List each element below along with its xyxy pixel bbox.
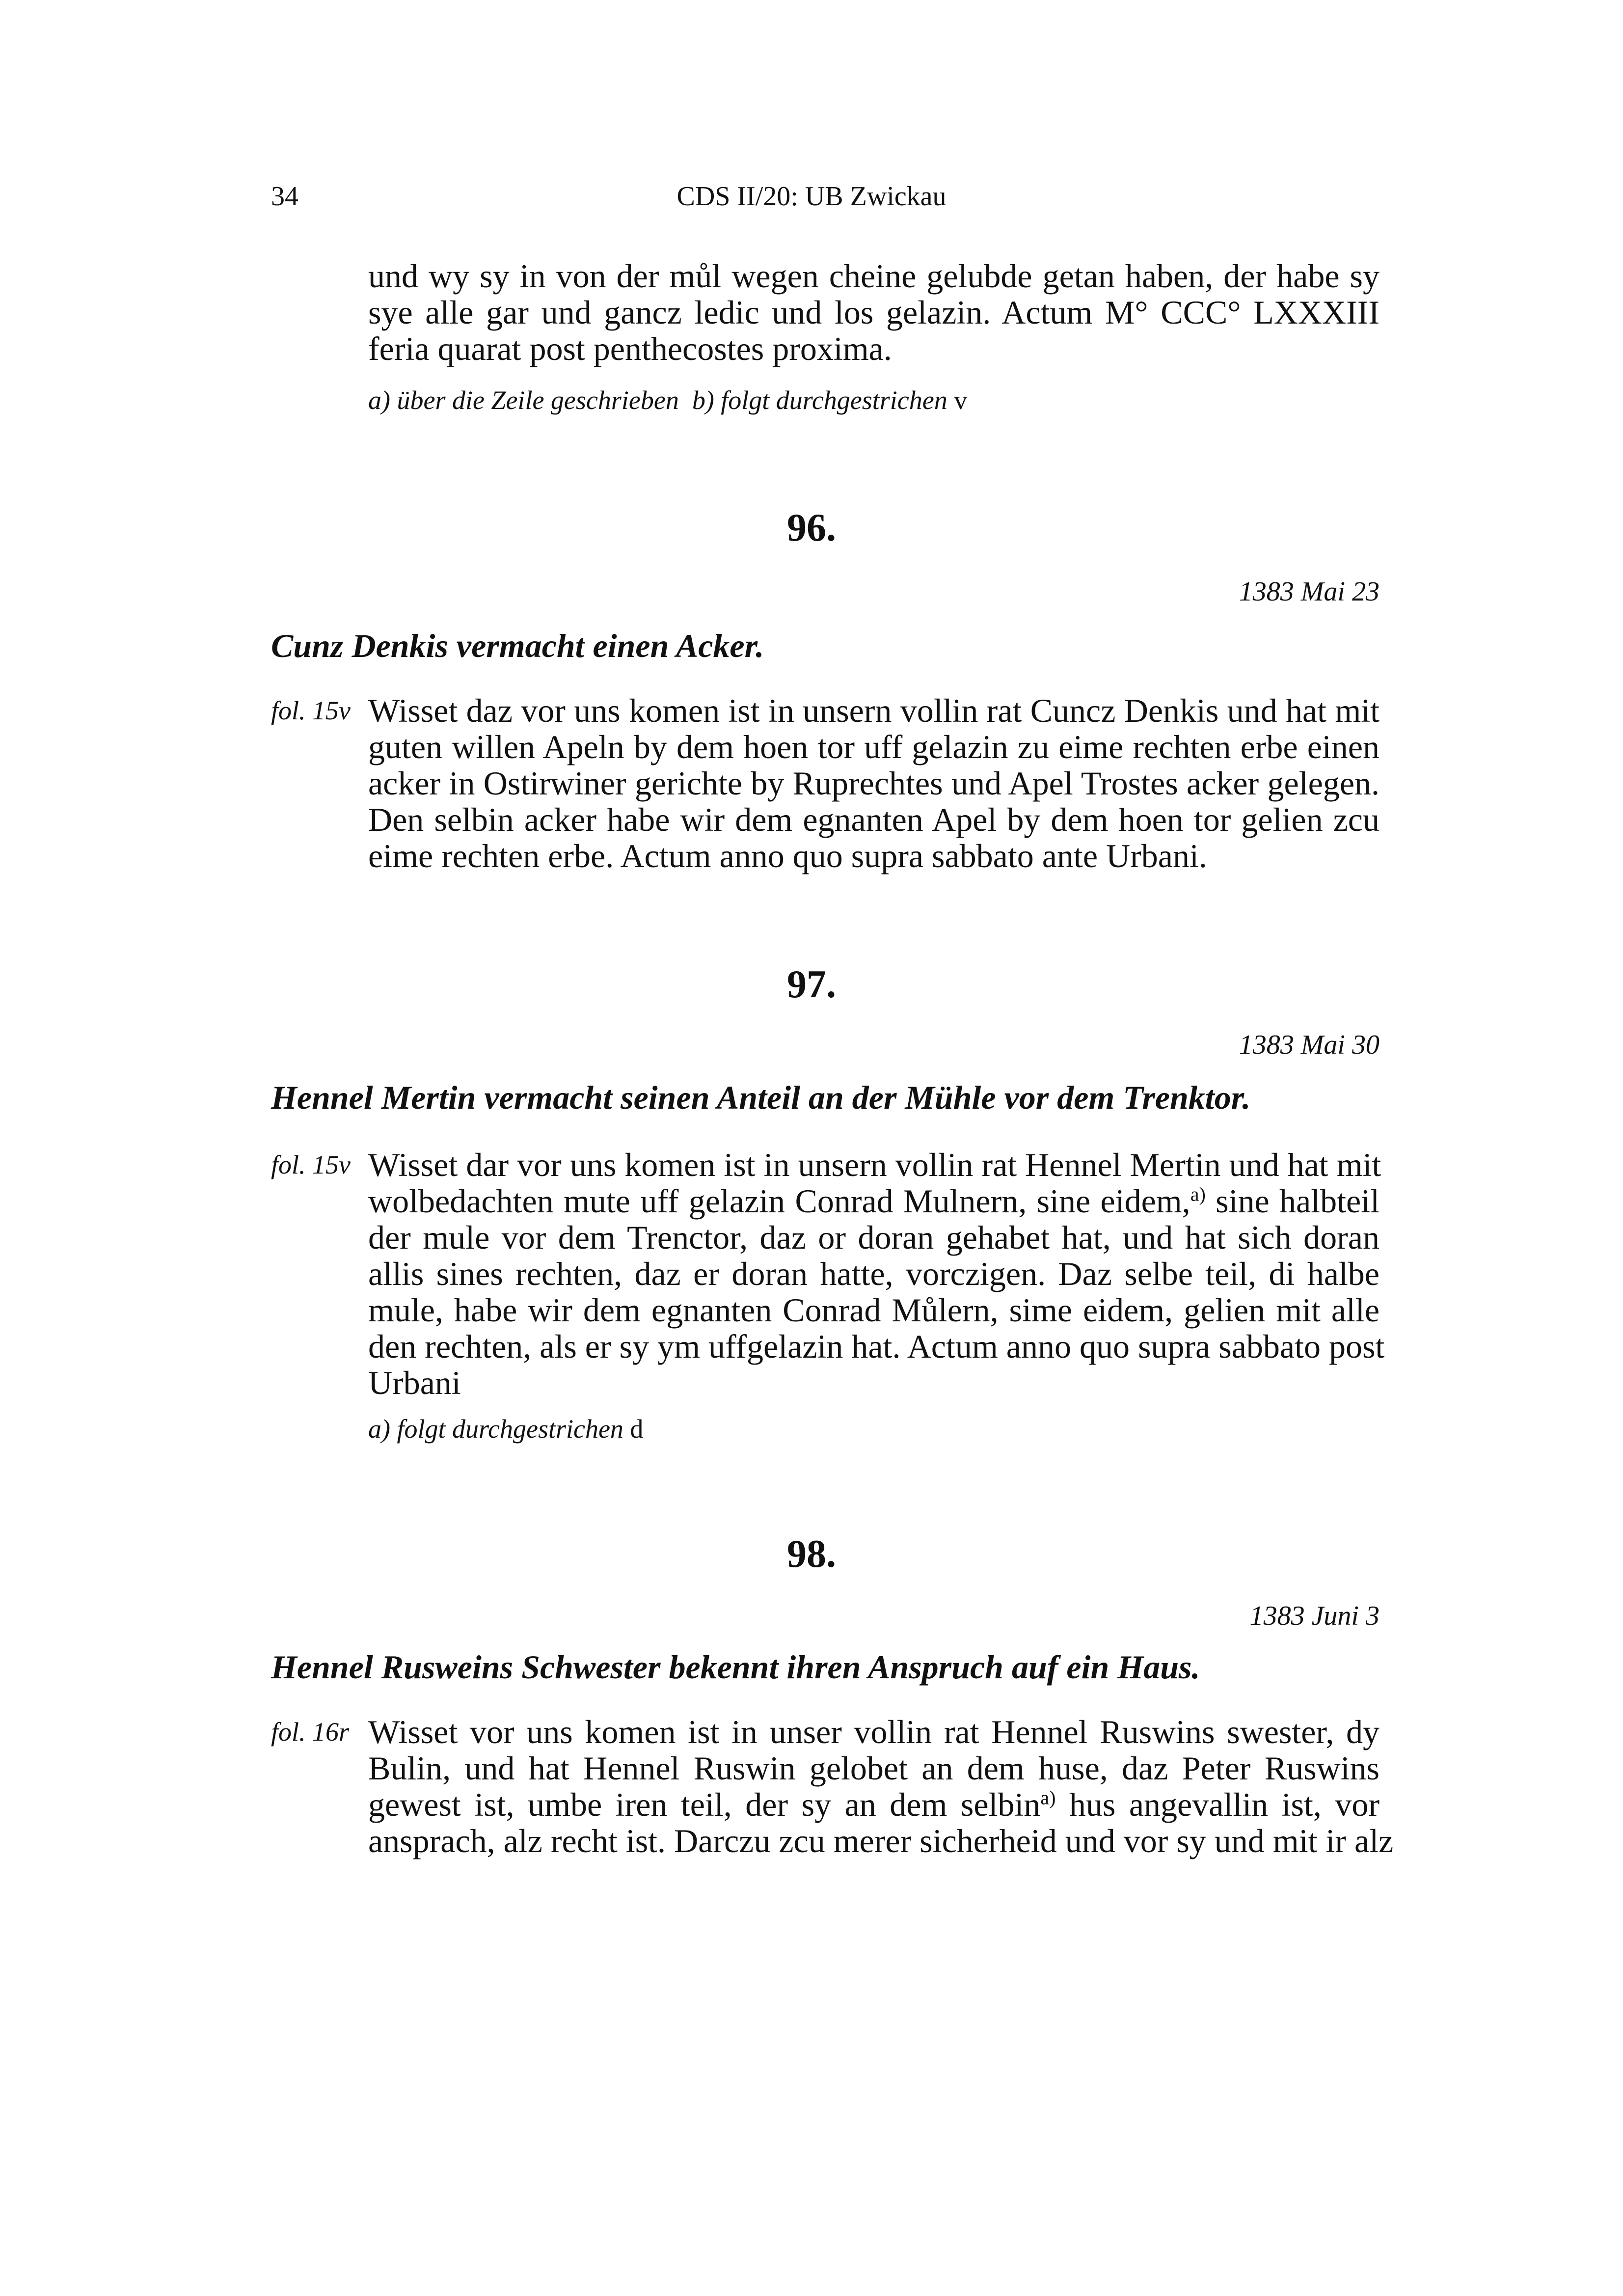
- folio-reference: fol. 15v: [271, 1150, 351, 1179]
- text-line: guten willen Apeln by dem hoen tor uff gelazin zu eime rechten erbe einen: [368, 728, 1380, 765]
- text-line: ansprach, alz recht ist. Darczu zcu merer sicherheid und vor sy und mit ir alz: [368, 1822, 1394, 1859]
- text-line: feria quarat post penthecostes proxima.: [368, 330, 892, 367]
- entry-text: [368, 692, 1380, 874]
- entry-title: Cunz Denkis vermacht einen Acker.: [271, 627, 764, 664]
- entry-title: Hennel Rusweins Schwester bekennt ihren Anspruch auf ein Haus.: [271, 1648, 1200, 1686]
- footnote-b-value: v: [954, 385, 968, 415]
- text-line: Den selbin acker habe wir dem egnanten Apel by dem hoen tor gelien zcu: [368, 801, 1380, 838]
- intro-paragraph: [368, 258, 1380, 367]
- text-line: wolbedachten mute uff gelazin Conrad Mulnern, sine eidem,$^{a)}$ sine halbteil: [368, 1182, 1380, 1220]
- intro-footnotes: [368, 383, 1380, 417]
- entry-text: [368, 1146, 1385, 1401]
- text-line: Bulin, und hat Hennel Ruswin gelobet an dem huse, daz Peter Ruswins: [368, 1749, 1380, 1787]
- entry-number: 98.: [787, 1532, 836, 1576]
- text-line: gewest ist, umbe iren teil, der sy an dem selbin$^{a)}$ hus angevallin ist, vor: [368, 1786, 1380, 1823]
- entry-footnote: [368, 1412, 1380, 1446]
- entry-date: 1383 Juni 3: [1249, 1601, 1380, 1631]
- footnote-a-value: d: [630, 1414, 644, 1444]
- footnote-marker: a): [1190, 1183, 1206, 1205]
- footnote-a: a) über die Zeile geschrieben: [368, 385, 679, 415]
- text-line: der mule vor dem Trenctor, daz or doran gehabet hat, und hat sich doran: [368, 1219, 1380, 1256]
- text-line: eime rechten erbe. Actum anno quo supra sabbato ante Urbani.: [368, 837, 1207, 875]
- text-line: Urbani: [368, 1364, 461, 1401]
- text-line: allis sines rechten, daz er doran hatte, vorczigen. Daz selbe teil, di halbe: [368, 1255, 1380, 1292]
- text-line: und wy sy in von der můl wegen cheine gelubde getan haben, der habe sy: [368, 257, 1380, 295]
- text-line: mule, habe wir dem egnanten Conrad Můlern, sime eidem, gelien mit alle: [368, 1291, 1380, 1329]
- entry-title: Hennel Mertin vermacht seinen Anteil an der Mühle vor dem Trenktor.: [271, 1079, 1251, 1116]
- footnote-a-label: a) folgt durchgestrichen: [368, 1414, 623, 1444]
- text-line: den rechten, als er sy ym uffgelazin hat. Actum anno quo supra sabbato post: [368, 1328, 1385, 1365]
- footnote-b-label: b) folgt durchgestrichen: [692, 385, 947, 415]
- entry-date: 1383 Mai 23: [1239, 576, 1380, 607]
- entry-text: [368, 1713, 1394, 1859]
- folio-reference: fol. 15v: [271, 696, 351, 725]
- text-line: acker in Ostirwiner gerichte by Ruprechtes und Apel Trostes acker gelegen.: [368, 765, 1380, 802]
- entry-number: 96.: [787, 506, 836, 549]
- page-header: [0, 177, 1623, 216]
- text-line: Wisset daz vor uns komen ist in unsern vollin rat Cuncz Denkis und hat mit: [368, 692, 1380, 729]
- text-line: Wisset dar vor uns komen ist in unsern vollin rat Hennel Mertin und hat mit: [368, 1146, 1381, 1183]
- text-line: Wisset vor uns komen ist in unser vollin rat Hennel Ruswins swester, dy: [368, 1713, 1380, 1750]
- running-title: CDS II/20: UB Zwickau: [676, 181, 947, 212]
- entry-number: 97.: [787, 963, 836, 1006]
- text-line: sye alle gar und gancz ledic und los gelazin. Actum M° CCC° LXXXIII: [368, 294, 1380, 331]
- folio-reference: fol. 16r: [271, 1717, 350, 1747]
- page-number: 34: [271, 181, 298, 212]
- entry-date: 1383 Mai 30: [1239, 1030, 1380, 1060]
- footnote-marker: a): [1040, 1786, 1056, 1809]
